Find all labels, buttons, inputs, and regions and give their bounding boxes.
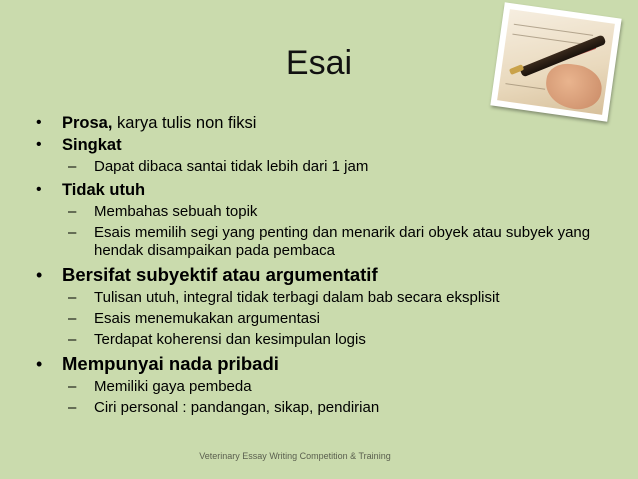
slide-footer: Veterinary Essay Writing Competition & Training [199, 451, 391, 461]
bullet-item [36, 134, 626, 176]
sub-item: – Ciri personal : pandangan, sikap, pendirian [68, 399, 380, 416]
sub-item: – Membahas sebuah topik [68, 203, 258, 220]
bullet-item [36, 263, 626, 349]
sub-item: – Dapat dibaca santai tidak lebih dari 1 jam [68, 158, 369, 175]
bullet-dot: • [36, 114, 42, 131]
bullet-label: Prosa, [62, 114, 113, 132]
sub-item: – Terdapat koherensi dan kesimpulan logis [68, 331, 366, 348]
bullet-dot: • [36, 181, 42, 198]
bullet-dot: • [36, 265, 43, 285]
sub-list [62, 203, 626, 260]
bullet-dot: • [36, 354, 43, 374]
bullet-label: Bersifat subyektif atau argumentatif [62, 264, 378, 285]
bullet-label: Tidak utuh [62, 181, 146, 199]
sub-item: – Esais menemukakan argumentasi [68, 310, 320, 327]
slide-title: Esai [285, 44, 353, 82]
bullet-label: Singkat [62, 136, 122, 154]
bullet-item [36, 352, 626, 417]
bullet-dot: • [36, 136, 42, 153]
bullet-list [36, 112, 626, 420]
sub-list [62, 158, 626, 176]
sub-list [62, 378, 626, 417]
bullet-item [36, 179, 626, 260]
bullet-text: karya tulis non fiksi [112, 114, 257, 132]
sub-item: – Tulisan utuh, integral tidak terbagi dalam bab secara eksplisit [68, 289, 500, 306]
sub-item: – Esais memilih segi yang penting dan menarik dari obyek atau subyek yang hendak disampaikan pada pembaca [68, 224, 591, 259]
bullet-item [36, 112, 626, 134]
bullet-label: Mempunyai nada pribadi [62, 353, 279, 374]
sub-item: – Memiliki gaya pembeda [68, 378, 252, 395]
sub-list [62, 289, 626, 349]
